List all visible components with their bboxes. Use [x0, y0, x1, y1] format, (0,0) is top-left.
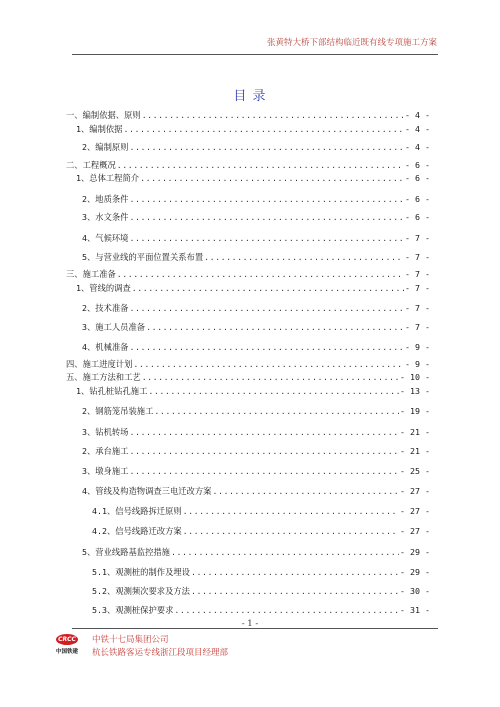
toc-entry[interactable]: 1、总体工程简介 ..... - 6 -: [76, 171, 430, 183]
crcc-logo-icon: CRCC: [56, 634, 78, 645]
toc-entry[interactable]: 2、地质条件 ..... - 6 -: [82, 192, 430, 204]
toc-entry[interactable]: 5、与营业线的平面位置关系布置 ..... - 7 -: [82, 250, 430, 262]
toc-entry[interactable]: 2、钢筋笼吊装施工 ..... - 19 -: [82, 404, 430, 416]
header-title: 张黄特大桥下部结构临近既有线专项施工方案: [266, 38, 437, 48]
toc-entry[interactable]: 2、技术准备 ..... - 7 -: [82, 301, 430, 313]
toc-heading: 目 录: [233, 89, 267, 104]
toc-entry[interactable]: 1、钻孔桩钻孔施工 ..... - 13 -: [76, 384, 430, 396]
toc-entry[interactable]: 4、管线及构造物调查三电迁改方案 ..... - 27 -: [82, 484, 430, 496]
toc-entry[interactable]: 二、工程概况 ..... - 6 -: [66, 158, 430, 170]
toc-entry[interactable]: 1、管线的调查 ..... - 7 -: [76, 281, 430, 293]
toc-entry[interactable]: 3、施工人员准备 ..... - 7 -: [82, 320, 430, 332]
toc-entry[interactable]: 3、水文条件 ..... - 6 -: [82, 210, 430, 222]
toc-entry[interactable]: 4、气候环境 ..... - 7 -: [82, 231, 430, 243]
toc-entry[interactable]: 4、机械准备 ..... - 9 -: [82, 340, 430, 352]
toc-entry[interactable]: 5.1、观测桩的制作及埋设 ..... - 29 -: [92, 565, 430, 577]
toc-entry[interactable]: 2、编制原则 ..... - 4 -: [82, 140, 430, 152]
toc-entry[interactable]: 4.2、信号线路迁改方案 ..... - 27 -: [92, 524, 430, 536]
toc-entry[interactable]: 四、施工进度计划 ..... - 9 -: [66, 357, 430, 369]
footer-rule: [72, 628, 438, 629]
toc-entry[interactable]: 4.1、信号线路拆迁原则 ..... - 27 -: [92, 504, 430, 516]
toc-entry[interactable]: 5、营业线路基监控措施 ..... - 29 -: [82, 545, 430, 557]
toc-entry[interactable]: 三、施工准备 ..... - 7 -: [66, 267, 430, 279]
footer-department: 杭长铁路客运专线浙江段项目经理部: [92, 648, 229, 658]
toc-entry[interactable]: 3、钻机转场 ..... - 21 -: [82, 425, 430, 437]
toc-entry[interactable]: 2、承台施工 ..... - 21 -: [82, 444, 430, 456]
logo-text: 中国铁建: [55, 649, 78, 655]
toc-entry[interactable]: 一、编制依据、原则 ..... - 4 -: [66, 108, 430, 120]
toc-entry[interactable]: 五、施工方法和工艺 ..... - 10 -: [66, 370, 430, 382]
toc-entry[interactable]: 5.2、观测频次要求及方法 ..... - 30 -: [92, 584, 430, 596]
toc-entry[interactable]: 5.3、观测桩保护要求 ..... - 31 -: [92, 603, 430, 615]
footer-company: 中铁十七局集团公司: [92, 635, 169, 645]
toc-entry[interactable]: 3、墩身施工 ..... - 25 -: [82, 464, 430, 476]
page-number: - 1 -: [241, 619, 259, 629]
crcc-logo: [50, 634, 84, 656]
toc-entry[interactable]: 1、编制依据 ..... - 4 -: [76, 122, 430, 134]
